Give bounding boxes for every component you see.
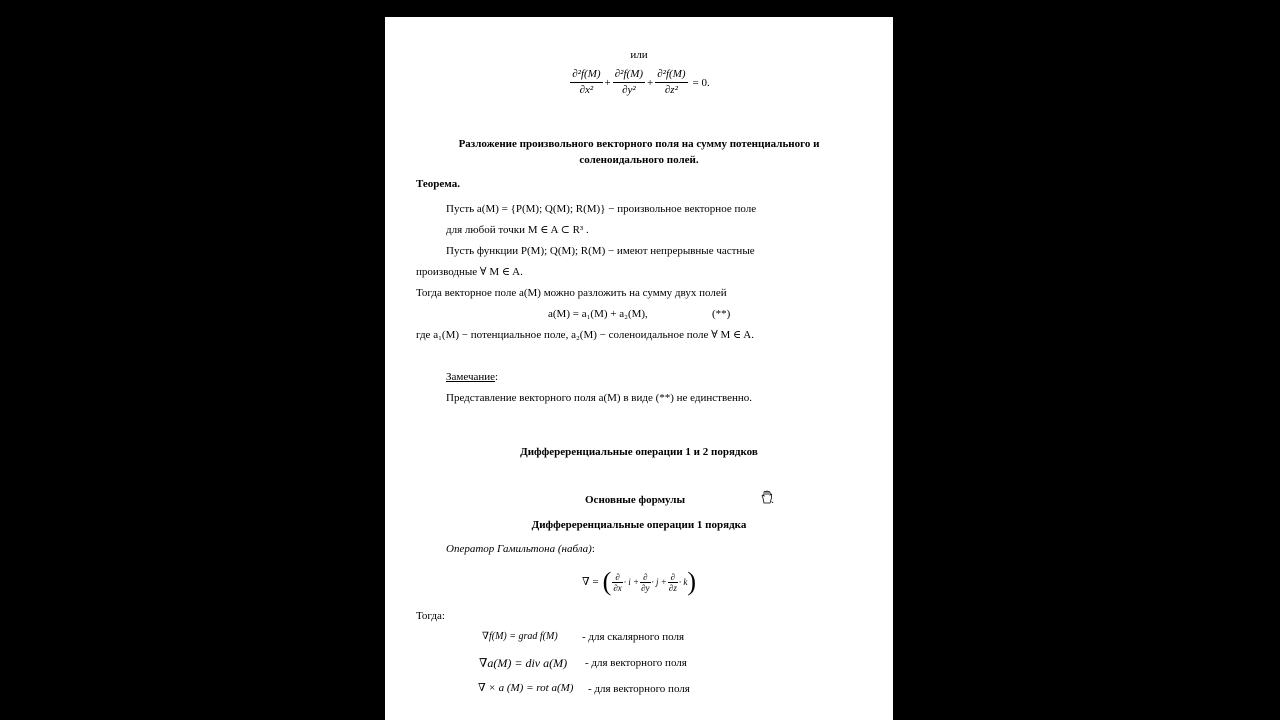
hamilton-operator-label: Оператор Гамильтона (набла): (446, 543, 595, 555)
remark-label: Замечание: (446, 371, 499, 383)
hand-cursor-icon (760, 490, 774, 504)
formula-div: ∇a(M) = div a(M) (479, 656, 568, 670)
document-page (385, 17, 893, 720)
paragraph-2-line2: производные ∀ M ∈ A. (416, 266, 523, 278)
decomposition-equation: a(M) = a₁(M) + a₂(M), (548, 308, 648, 320)
formula-div-description: - для векторного поля (585, 657, 687, 669)
nabla-definition: ∇ = ( $\frac{\partial}{\partial x}$ · i + $\frac{\partial}{\partial y}$ · j + $\frac{\partial}{\partial z}$ · k) (582, 567, 696, 596)
text-togda: Тогда: (416, 610, 445, 622)
theorem-label: Теорема. (416, 178, 460, 190)
fraction-term-x: $\frac{\text{∂²f(M)}}{\text{∂x²}}$ (572, 68, 601, 96)
section-heading-basic-formulas: Основные формулы (585, 494, 686, 506)
remark-text: Представление векторного поля a(M) в виде (**) не единственно. (446, 392, 753, 404)
paragraph-4: где a₁(M) − потенциальное поле, a₂(M) − соленоидальное поле ∀ M ∈ A. (416, 329, 754, 341)
text-ili: или (630, 49, 648, 61)
formula-rot-description: - для векторного поля (588, 683, 690, 695)
paragraph-1-line2: для любой точки M ∈ A ⊂ R³ . (446, 224, 589, 236)
formula-grad: ∇f(M) = grad f(M) (482, 631, 558, 642)
section-heading-decomposition-line1: Разложение произвольного векторного поля на сумму потенциального и (458, 138, 820, 150)
paragraph-2-line1: Пусть функции P(M); Q(M); R(M) − имеют непрерывные частные (446, 245, 755, 257)
section-heading-first-order-operations: Диффереренциальные операции 1 порядка (531, 519, 747, 531)
laplace-equation: $\frac{\text{∂²f(M)}}{\text{∂x²}}$ + $\frac{\text{∂²f(M)}}{\text{∂y²}}$ + $\frac{\text{∂²f(M)}}{\text{∂z²}}$ = 0. (572, 68, 710, 96)
fraction-term-y: $\frac{\text{∂²f(M)}}{\text{∂y²}}$ (614, 68, 644, 96)
fraction-term-z: $\frac{\text{∂²f(M)}}{\text{∂z²}}$ (657, 68, 686, 96)
section-heading-decomposition-line2: соленоидального полей. (579, 154, 699, 166)
paragraph-1-line1: Пусть a(M) = {P(M); Q(M); R(M)} − произвольное векторное поле (446, 203, 757, 215)
paragraph-3: Тогда векторное поле a(M) можно разложить на сумму двух полей (416, 287, 727, 299)
equation-tag: (**) (712, 308, 731, 320)
formula-grad-description: - для скалярного поля (582, 631, 685, 643)
section-heading-differential-operations: Диффереренциальные операции 1 и 2 порядков (520, 446, 758, 458)
formula-rot: ∇ × a (M) = rot a(M) (478, 682, 574, 694)
